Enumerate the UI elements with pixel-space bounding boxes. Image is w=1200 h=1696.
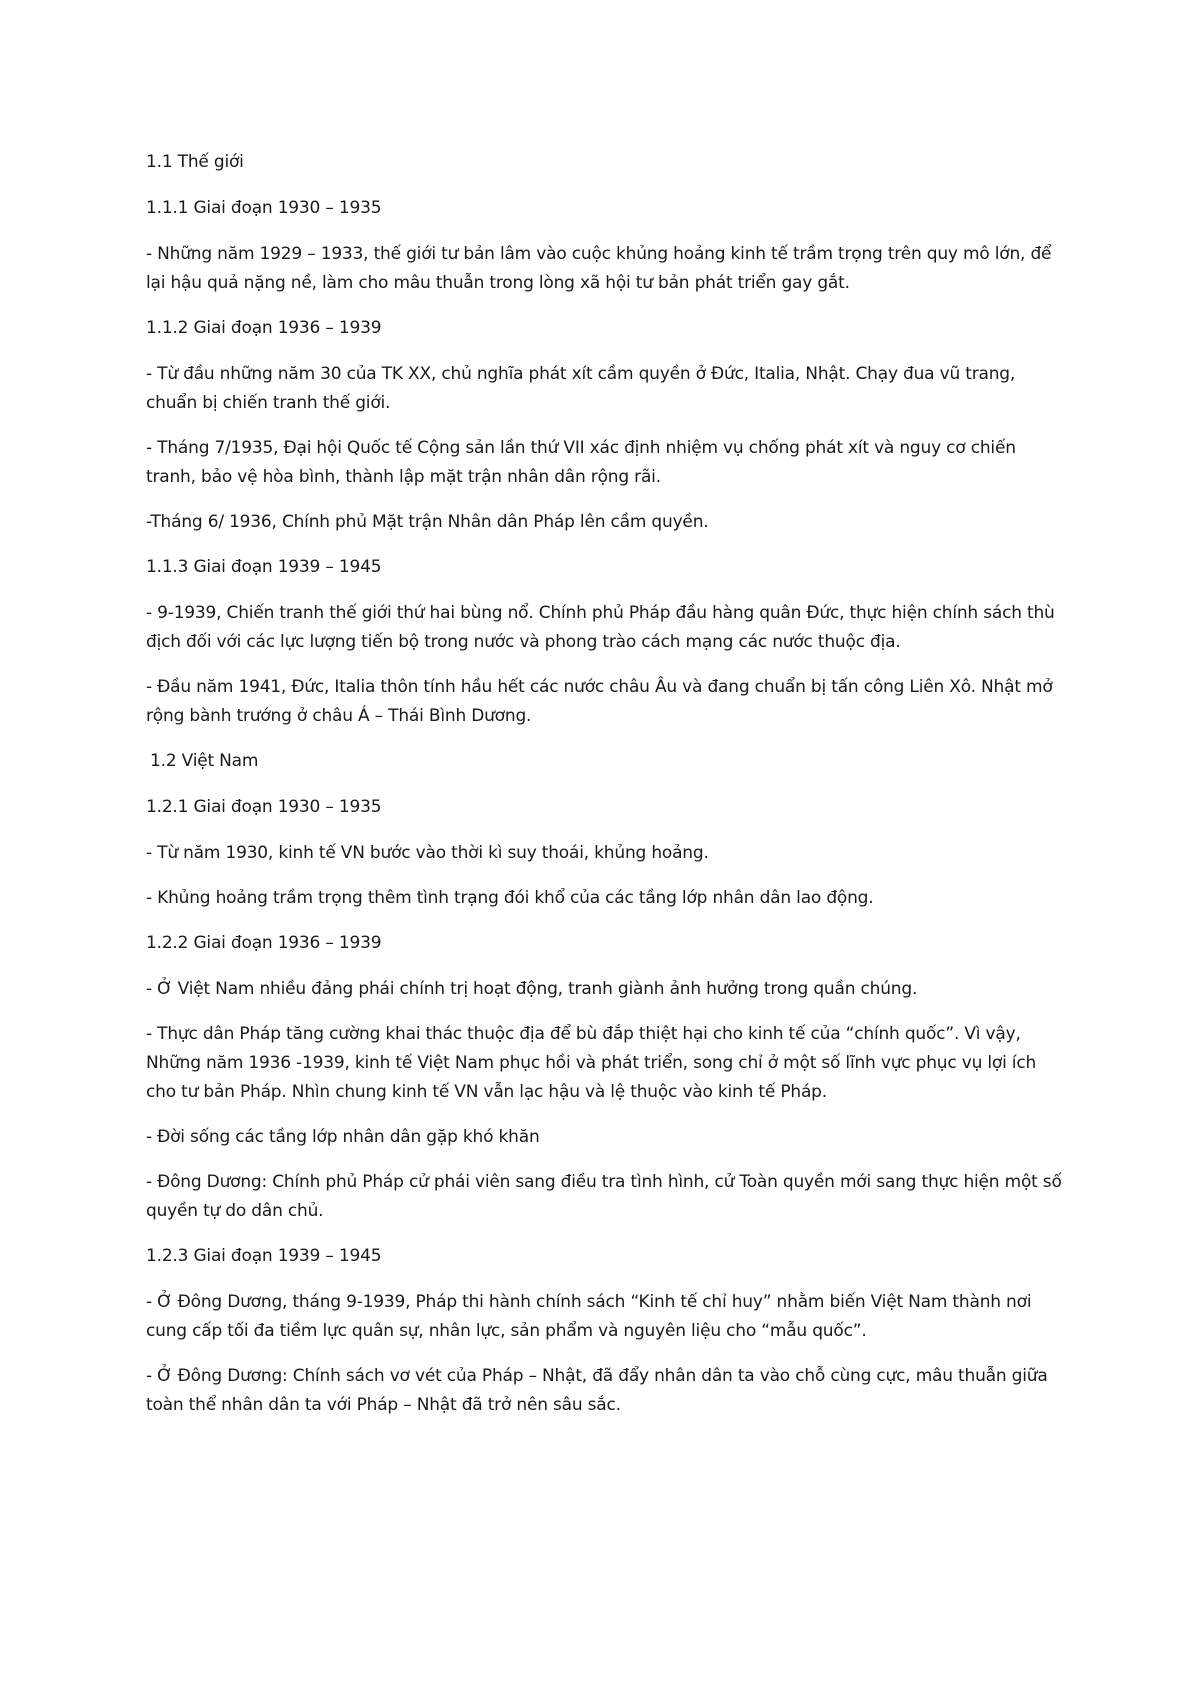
paragraph: - Đầu năm 1941, Đức, Italia thôn tính hầu hết các nước châu Âu và đang chuẩn bị tấn công Liên Xô. Nhật mở rộng bành trướng ở châu Á – Thái Bình Dương. [146,677,1053,726]
section-heading-1-2-2: 1.2.2 Giai đoạn 1936 – 1939 [146,933,382,953]
paragraph: - Từ đầu những năm 30 của TK XX, chủ nghĩa phát xít cầm quyền ở Đức, Italia, Nhật. Chạy đua vũ trang, chuẩn bị chiến tranh thế giới. [146,364,1016,413]
section-heading-1-1-1: 1.1.1 Giai đoạn 1930 – 1935 [146,198,382,218]
section-heading-1-2-3: 1.2.3 Giai đoạn 1939 – 1945 [146,1246,382,1266]
paragraph: - Những năm 1929 – 1933, thế giới tư bản lâm vào cuộc khủng hoảng kinh tế trầm trọng trên quy mô lớn, để lại hậu quả nặng nề, làm cho mâu thuẫn trong lòng xã hội tư bản phát triển gay gắt. [146,244,1052,293]
paragraph: - 9-1939, Chiến tranh thế giới thứ hai bùng nổ. Chính phủ Pháp đầu hàng quân Đức, thực hiện chính sách thù địch đối với các lực lượng tiến bộ trong nước và phong trào cách mạng các nước thuộc địa. [146,603,1055,652]
paragraph: - Từ năm 1930, kinh tế VN bước vào thời kì suy thoái, khủng hoảng. [146,843,709,863]
paragraph: - Tháng 7/1935, Đại hội Quốc tế Cộng sản lần thứ VII xác định nhiệm vụ chống phát xít và nguy cơ chiến tranh, bảo vệ hòa bình, thành lập mặt trận nhân dân rộng rãi. [146,438,1016,487]
paragraph: - Ở Đông Dương, tháng 9-1939, Pháp thi hành chính sách “Kinh tế chỉ huy” nhằm biến Việt Nam thành nơi cung cấp tối đa tiềm lực quân sự, nhân lực, sản phẩm và nguyên liệu cho “mẫu quốc”. [146,1292,1032,1341]
paragraph: - Khủng hoảng trầm trọng thêm tình trạng đói khổ của các tầng lớp nhân dân lao động. [146,888,874,908]
section-heading-1-1-2: 1.1.2 Giai đoạn 1936 – 1939 [146,318,382,338]
paragraph: - Đời sống các tầng lớp nhân dân gặp khó khăn [146,1127,540,1147]
paragraph: - Ở Đông Dương: Chính sách vơ vét của Pháp – Nhật, đã đẩy nhân dân ta vào chỗ cùng cực, mâu thuẫn giữa toàn thể nhân dân ta với Pháp – Nhật đã trở nên sâu sắc. [146,1366,1048,1415]
section-heading-1-2: 1.2 Việt Nam [150,751,259,771]
section-heading-1-2-1: 1.2.1 Giai đoạn 1930 – 1935 [146,797,382,817]
paragraph: - Ở Việt Nam nhiều đảng phái chính trị hoạt động, tranh giành ảnh hưởng trong quần chúng. [146,979,918,999]
paragraph: - Đông Dương: Chính phủ Pháp cử phái viên sang điều tra tình hình, cử Toàn quyền mới sang thực hiện một số quyền tự do dân chủ. [146,1172,1062,1221]
paragraph: -Tháng 6/ 1936, Chính phủ Mặt trận Nhân dân Pháp lên cầm quyền. [146,512,709,532]
section-heading-1-1: 1.1 Thế giới [146,152,244,172]
document-body [146,148,1066,1436]
paragraph: - Thực dân Pháp tăng cường khai thác thuộc địa để bù đắp thiệt hại cho kinh tế của “chính quốc”. Vì vậy, Những năm 1936 -1939, kinh tế Việt Nam phục hồi và phát triển, song chỉ ở một số lĩnh vực phục vụ lợi ích cho tư bản Pháp. Nhìn chung kinh tế VN vẫn lạc hậu và lệ thuộc vào kinh tế Pháp. [146,1024,1037,1102]
section-heading-1-1-3: 1.1.3 Giai đoạn 1939 – 1945 [146,557,382,577]
